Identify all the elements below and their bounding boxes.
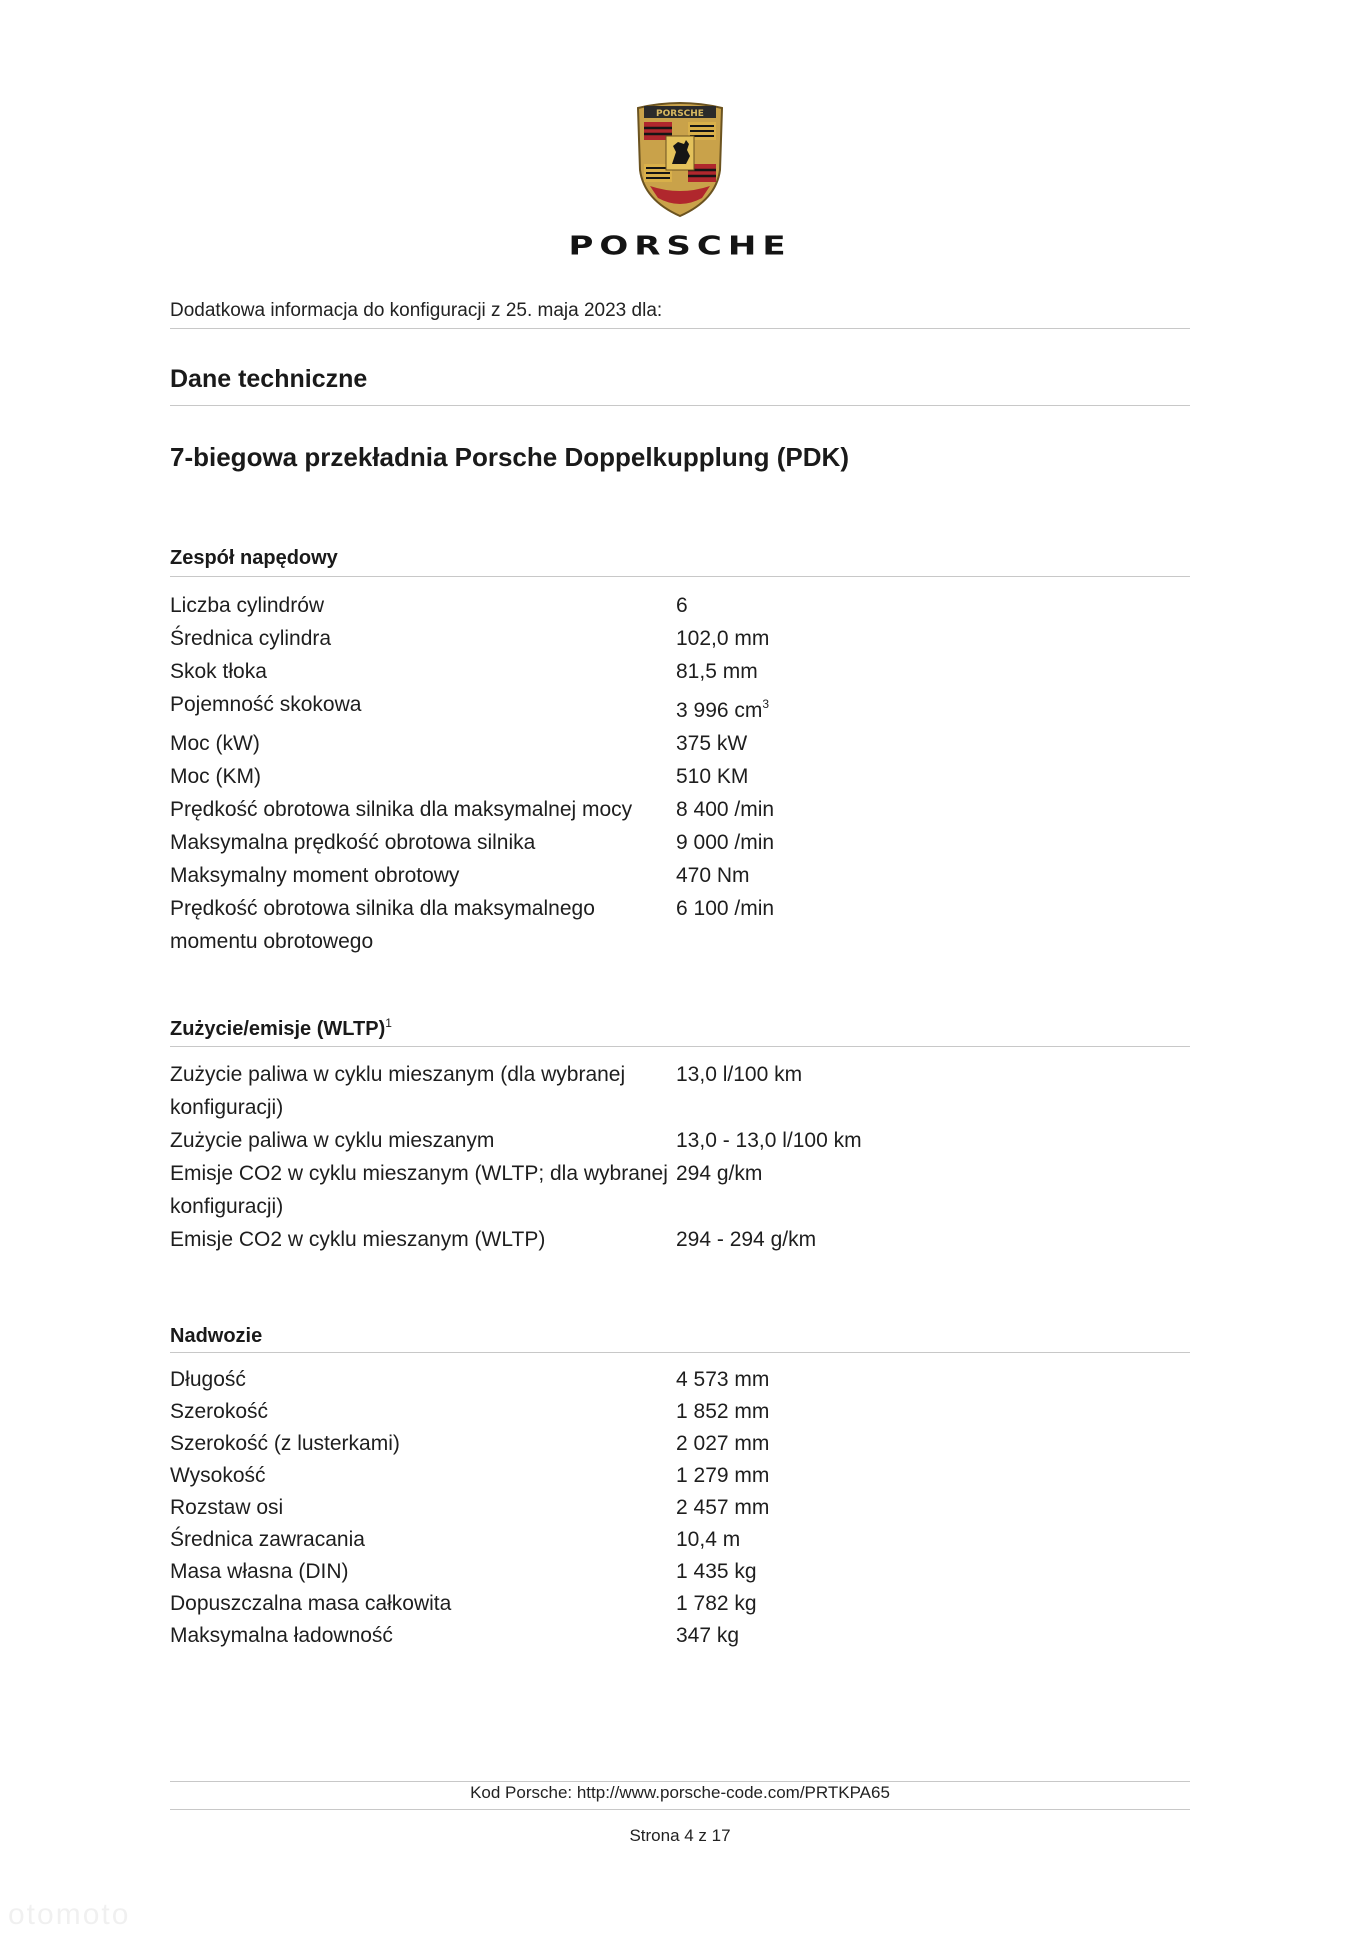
spec-value-text: 347 kg [676, 1624, 740, 1647]
spec-value [676, 688, 774, 727]
spec-value-text: 470 Nm [676, 864, 750, 887]
porsche-crest-logo [632, 100, 728, 218]
spec-label: Emisje CO2 w cyklu mieszanym (WLTP; dla wybranej konfiguracji) [170, 1162, 668, 1218]
spec-label: Skok tłoka [170, 660, 267, 683]
unit-superscript: 3 [762, 697, 770, 711]
spec-value [676, 1428, 769, 1460]
spec-value-text: 3 996 cm [676, 699, 763, 722]
page-number: Strona 4 z 17 [629, 1826, 731, 1845]
spec-value [676, 892, 774, 958]
spec-row [170, 892, 774, 958]
spec-value-text: 2 457 mm [676, 1496, 770, 1519]
spec-value [676, 1124, 862, 1157]
transmission-title: 7-biegowa przekładnia Porsche Doppelkupplung (PDK) [170, 442, 849, 472]
spec-value [676, 1492, 769, 1524]
spec-value [676, 1058, 862, 1124]
spec-value-text: 9 000 /min [676, 831, 775, 854]
spec-value [676, 859, 774, 892]
spec-row [170, 826, 774, 859]
spec-row [170, 1223, 862, 1256]
spec-label: Maksymalny moment obrotowy [170, 864, 460, 887]
spec-row [170, 655, 774, 688]
spec-value-text: 2 027 mm [676, 1432, 770, 1455]
spec-value-text: 4 573 mm [676, 1368, 770, 1391]
spec-value [676, 727, 774, 760]
spec-row [170, 1396, 769, 1428]
crest-text: PORSCHE [656, 109, 704, 119]
spec-row [170, 688, 774, 727]
spec-value-text: 8 400 /min [676, 798, 775, 821]
spec-value-text: 1 852 mm [676, 1400, 770, 1423]
spec-value [676, 760, 774, 793]
spec-row [170, 1124, 862, 1157]
spec-row [170, 859, 774, 892]
spec-row [170, 622, 774, 655]
spec-row [170, 727, 774, 760]
porsche-wordmark [533, 228, 827, 264]
spec-label: Średnica cylindra [170, 627, 332, 650]
spec-value-text: 294 - 294 g/km [676, 1228, 817, 1251]
title-divider [170, 405, 1190, 406]
spec-value [676, 1396, 769, 1428]
drivetrain-table [170, 589, 774, 958]
spec-label: Moc (KM) [170, 765, 261, 788]
spec-label: Szerokość [170, 1400, 269, 1423]
spec-value [676, 1524, 769, 1556]
section-drivetrain-heading: Zespół napędowy [170, 547, 338, 569]
spec-value-text: 81,5 mm [676, 660, 758, 683]
footer-top-divider [170, 1781, 1190, 1782]
header-divider [170, 328, 1190, 329]
spec-value [676, 1460, 769, 1492]
spec-label: Wysokość [170, 1464, 266, 1487]
spec-row [170, 760, 774, 793]
consumption-table [170, 1058, 862, 1256]
section-consumption-heading [170, 1016, 392, 1041]
consumption-heading-text: Zużycie/emisje (WLTP) [170, 1018, 386, 1040]
body-table [170, 1364, 769, 1652]
spec-label: Pojemność skokowa [170, 693, 362, 716]
spec-value-text: 102,0 mm [676, 627, 770, 650]
spec-label: Moc (kW) [170, 732, 260, 755]
spec-value [676, 1556, 769, 1588]
spec-row [170, 793, 774, 826]
spec-label: Długość [170, 1368, 246, 1391]
spec-value-text: 10,4 m [676, 1528, 741, 1551]
spec-label: Średnica zawracania [170, 1528, 365, 1551]
spec-value-text: 294 g/km [676, 1162, 763, 1185]
footer-bottom-divider [170, 1809, 1190, 1810]
section-body-heading: Nadwozie [170, 1325, 263, 1347]
drivetrain-divider [170, 576, 1190, 577]
spec-label: Emisje CO2 w cyklu mieszanym (WLTP) [170, 1228, 546, 1251]
spec-label: Rozstaw osi [170, 1496, 284, 1519]
spec-value [676, 1620, 769, 1652]
wordmark-text: PORSCHE [568, 231, 792, 262]
spec-value-text: 1 782 kg [676, 1592, 757, 1615]
spec-row [170, 1428, 769, 1460]
spec-label: Prędkość obrotowa silnika dla maksymalnego momentu obrotowego [170, 897, 595, 953]
page-title: Dane techniczne [170, 365, 368, 393]
config-info-line: Dodatkowa informacja do konfiguracji z 25. maja 2023 dla: [170, 300, 663, 321]
consumption-divider [170, 1046, 1190, 1047]
spec-value-text: 375 kW [676, 732, 748, 755]
spec-value [676, 793, 774, 826]
spec-label: Masa własna (DIN) [170, 1560, 349, 1583]
body-divider [170, 1352, 1190, 1353]
spec-label: Zużycie paliwa w cyklu mieszanym [170, 1129, 495, 1152]
spec-value-text: 13,0 - 13,0 l/100 km [676, 1129, 862, 1152]
watermark: otomoto [8, 1898, 131, 1931]
spec-label: Prędkość obrotowa silnika dla maksymalnej mocy [170, 798, 633, 821]
spec-label: Maksymalna ładowność [170, 1624, 393, 1647]
spec-value [676, 826, 774, 859]
porsche-code-link[interactable]: Kod Porsche: http://www.porsche-code.com/PRTKPA65 [470, 1783, 890, 1802]
spec-label: Szerokość (z lusterkami) [170, 1432, 400, 1455]
spec-value-text: 1 435 kg [676, 1560, 757, 1583]
spec-row [170, 1620, 769, 1652]
spec-row [170, 1157, 862, 1223]
spec-label: Zużycie paliwa w cyklu mieszanym (dla wybranej konfiguracji) [170, 1063, 626, 1119]
spec-row [170, 589, 774, 622]
spec-row [170, 1588, 769, 1620]
spec-value [676, 655, 774, 688]
spec-value-text: 6 100 /min [676, 897, 775, 920]
spec-value [676, 1364, 769, 1396]
spec-row [170, 1364, 769, 1396]
spec-value-text: 1 279 mm [676, 1464, 770, 1487]
spec-row [170, 1492, 769, 1524]
spec-label: Dopuszczalna masa całkowita [170, 1592, 452, 1615]
spec-label: Maksymalna prędkość obrotowa silnika [170, 831, 536, 854]
spec-row [170, 1460, 769, 1492]
consumption-footnote: 1 [385, 1016, 392, 1030]
spec-value [676, 1157, 862, 1223]
spec-value [676, 622, 774, 655]
spec-row [170, 1524, 769, 1556]
spec-value-text: 13,0 l/100 km [676, 1063, 803, 1086]
spec-value-text: 510 KM [676, 765, 749, 788]
spec-value [676, 589, 774, 622]
spec-value-text: 6 [676, 594, 688, 617]
spec-value [676, 1588, 769, 1620]
spec-label: Liczba cylindrów [170, 594, 325, 617]
spec-row [170, 1058, 862, 1124]
spec-value [676, 1223, 862, 1256]
spec-row [170, 1556, 769, 1588]
